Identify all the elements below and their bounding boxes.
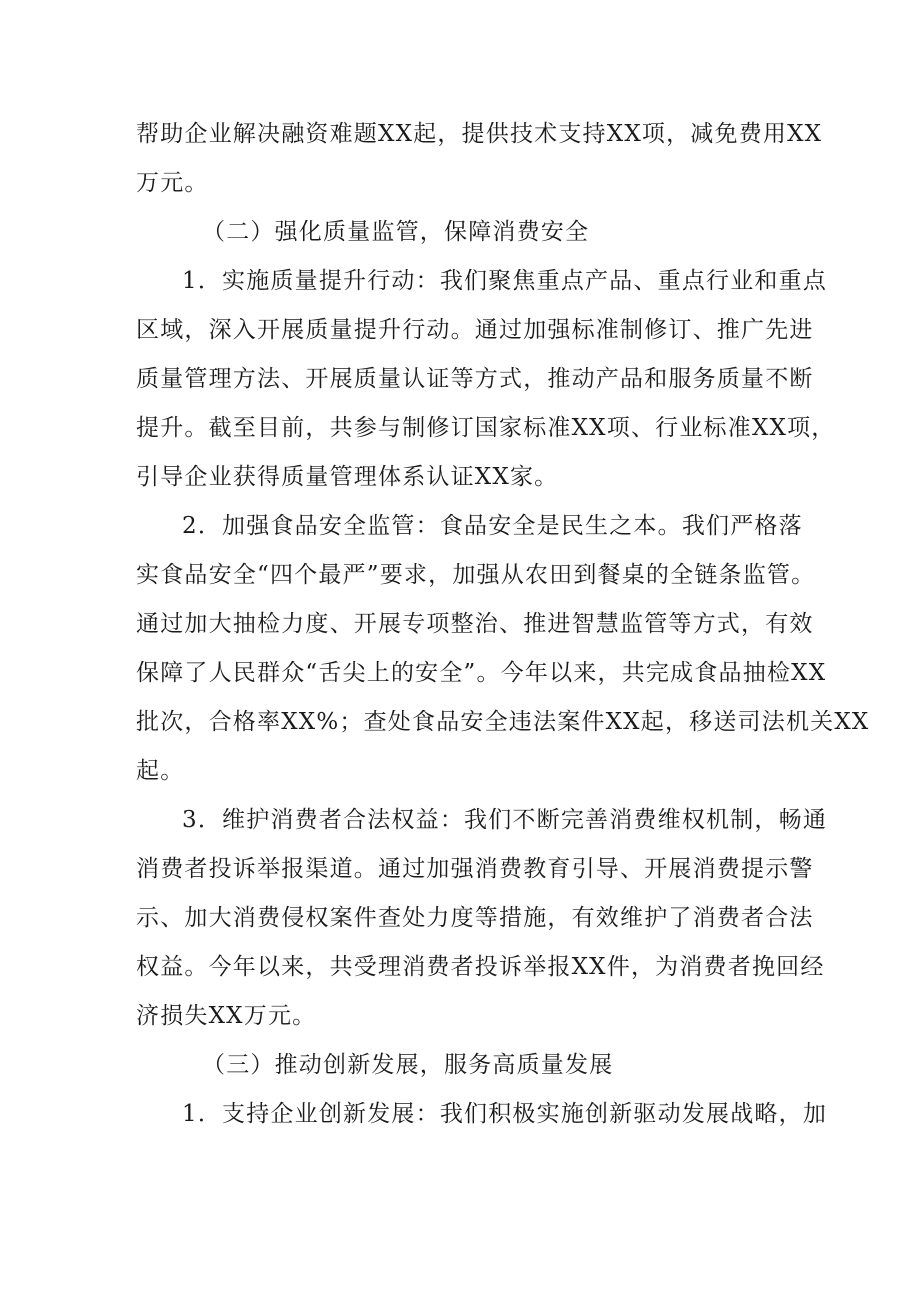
- text-line: 区域，深入开展质量提升行动。通过加强标准制修订、推广先进: [136, 317, 814, 343]
- text-line: 帮助企业解决融资难题XX起，提供技术支持XX项，减免费用XX: [136, 121, 823, 147]
- document-body: [136, 110, 870, 1139]
- paragraph-quality-improvement: [136, 257, 836, 502]
- paragraph-food-safety: [136, 502, 870, 796]
- section-heading-quality-supervision: [136, 208, 786, 257]
- heading-line: （三）推动创新发展，服务高质量发展: [202, 1052, 614, 1078]
- text-line: 起。: [136, 758, 185, 784]
- text-line: 批次，合格率XX%；查处食品安全违法案件XX起，移送司法机关XX: [136, 709, 870, 735]
- text-line: 万元。: [136, 170, 209, 196]
- text-line: 通过加大抽检力度、开展专项整治、推进智慧监管等方式，有效: [136, 611, 814, 637]
- text-line: 权益。今年以来，共受理消费者投诉举报XX件，为消费者挽回经: [136, 954, 825, 980]
- text-line: 引导企业获得质量管理体系认证XX家。: [136, 464, 559, 490]
- paragraph-enterprise-innovation: [136, 1090, 828, 1139]
- text-line: 质量管理方法、开展质量认证等方式，推动产品和服务质量不断: [136, 366, 814, 392]
- text-line: 3．维护消费者合法权益：我们不断完善消费维权机制，畅通: [182, 807, 828, 833]
- text-line: 消费者投诉举报渠道。通过加强消费教育引导、开展消费提示警: [136, 856, 814, 882]
- section-heading-innovation: [136, 1041, 786, 1090]
- text-line: 济损失XX万元。: [136, 1003, 317, 1029]
- text-line: 2．加强食品安全监管：食品安全是民生之本。我们严格落: [182, 513, 803, 539]
- text-line: 提升。截至目前，共参与制修订国家标准XX项、行业标准XX项，: [136, 415, 836, 441]
- text-line: 示、加大消费侵权案件查处力度等措施，有效维护了消费者合法: [136, 905, 814, 931]
- paragraph-financing-support: [136, 110, 823, 208]
- text-line: 1．支持企业创新发展：我们积极实施创新驱动发展战略，加: [182, 1101, 828, 1127]
- text-line: 1．实施质量提升行动：我们聚焦重点产品、重点行业和重点: [182, 268, 828, 294]
- paragraph-consumer-rights: [136, 796, 828, 1041]
- text-line: 实食品安全“四个最严”要求，加强从农田到餐桌的全链条监管。: [136, 562, 816, 588]
- heading-line: （二）强化质量监管，保障消费安全: [202, 219, 590, 245]
- text-line: 保障了人民群众“舌尖上的安全”。今年以来，共完成食品抽检XX: [136, 660, 827, 686]
